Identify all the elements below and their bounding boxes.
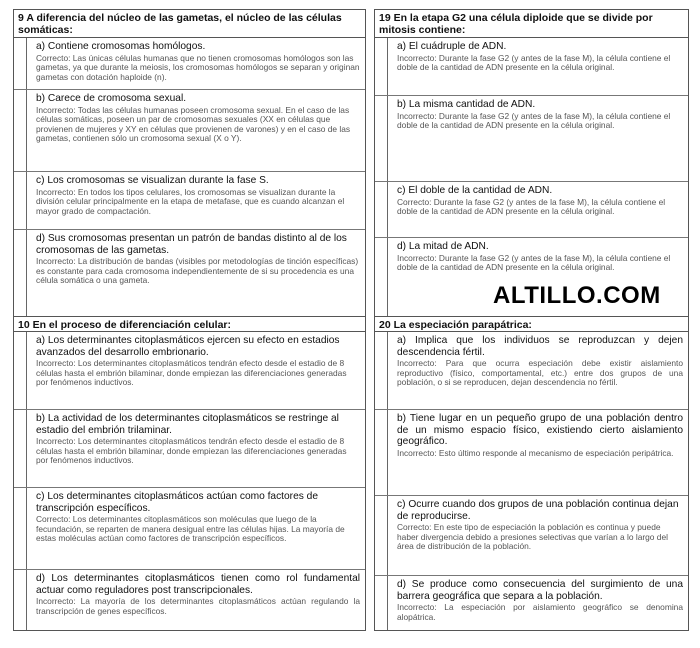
- option-explanation: Correcto: Las únicas células humanas que no tienen cromosomas homólogos son las gametas, ya que durante la meiosis, los cromosomas homólogos se separan y originan gametas con dotación haploide (n).: [36, 52, 360, 82]
- option-answer: c) Los cromosomas se visualizan durante la fase S.: [36, 175, 269, 186]
- option-divider: [387, 576, 388, 630]
- option-divider: [26, 38, 27, 89]
- q9-option-b[interactable]: [14, 90, 365, 172]
- option-explanation: Incorrecto: Durante la fase G2 (y antes de la fase M), la célula contiene el doble de la cantidad de ADN presente en la célula original.: [397, 252, 671, 273]
- option-explanation: Incorrecto: La mayoría de los determinantes citoplasmáticos actúan regulando la transcripción de genes específicos.: [36, 596, 360, 616]
- option-answer: a) Contiene cromosomas homólogos.: [36, 41, 206, 52]
- option-explanation: Correcto: En este tipo de especiación la población es continua y puede haber divergencia debido a presiones selectivas que varían a lo largo del área de distribución de la población.: [397, 522, 668, 552]
- option-answer: b) Tiene lugar en un pequeño grupo de una población dentro de un mismo espacio físico, existiendo cierto aislamiento geográfico.: [397, 413, 683, 447]
- q9-option-d[interactable]: [14, 230, 365, 316]
- option-explanation: Incorrecto: Los determinantes citoplasmáticos tendrán efecto desde el estadio de 8 células hasta el embrión bilaminar, donde empiezan las diferenciaciones generadas por fenómenos inductivos.: [36, 358, 347, 388]
- q20-option-a[interactable]: [375, 332, 688, 410]
- option-divider: [26, 90, 27, 171]
- option-divider: [26, 172, 27, 229]
- option-answer: b) La misma cantidad de ADN.: [397, 99, 536, 110]
- q20-option-b[interactable]: [375, 410, 688, 496]
- brand-watermark: ALTILLO.COM: [493, 282, 661, 309]
- question-9-title: 9 A diferencia del núcleo de las gametas, el núcleo de las células somáticas:: [14, 10, 365, 38]
- option-answer: c) El doble de la cantidad de ADN.: [397, 185, 553, 196]
- option-answer: b) Carece de cromosoma sexual.: [36, 93, 187, 104]
- option-answer: a) Los determinantes citoplasmáticos ejercen su efecto en estadios avanzados del desarrollo embrionario.: [36, 335, 340, 358]
- option-divider: [26, 488, 27, 569]
- q10-option-b[interactable]: [14, 410, 365, 488]
- option-answer: a) El cuádruple de ADN.: [397, 41, 507, 52]
- option-answer: d) Se produce como consecuencia del surgimiento de una barrera geográfica que separa a la población.: [397, 579, 683, 602]
- option-divider: [387, 238, 388, 316]
- option-divider: [387, 96, 388, 181]
- option-divider: [26, 332, 27, 409]
- option-answer: d) La mitad de ADN.: [397, 241, 489, 252]
- option-explanation: Correcto: Los determinantes citoplasmáticos son moléculas que luego de la fecundación, se reparten de manera desigual entre las células hijas. La mayoría de estas moléculas actúan como factores de transcripción específicos.: [36, 514, 345, 544]
- option-explanation: Incorrecto: Esto último responde al mecanismo de especiación peripátrica.: [397, 447, 674, 458]
- q10-option-a[interactable]: [14, 332, 365, 410]
- question-10-title: 10 En el proceso de diferenciación celular:: [14, 316, 365, 332]
- option-explanation: Incorrecto: La distribución de bandas (visibles por metodologías de tinción específicas) es constante para cada cromosoma independientemente de si su procedencia es una célula somática o una gameta.: [36, 256, 359, 286]
- q19-option-c[interactable]: [375, 182, 688, 238]
- option-answer: d) Los determinantes citoplasmáticos tienen como rol fundamental actuar como reguladores post transcripcionales.: [36, 573, 360, 596]
- question-20-title: 20 La especiación parapátrica:: [375, 316, 688, 332]
- option-divider: [387, 182, 388, 237]
- option-explanation: Incorrecto: Durante la fase G2 (y antes de la fase M), la célula contiene el doble de la cantidad de ADN presente en la célula original.: [397, 52, 671, 73]
- q19-option-a[interactable]: [375, 38, 688, 96]
- option-explanation: Correcto: Durante la fase G2 (y antes de la fase M), la célula contiene el doble de la cantidad de ADN presente en la célula original.: [397, 196, 666, 217]
- q20-option-d[interactable]: [375, 576, 688, 630]
- q9-option-c[interactable]: [14, 172, 365, 230]
- option-answer: c) Los determinantes citoplasmáticos actúan como factores de transcripción específicos.: [36, 491, 318, 514]
- option-divider: [387, 410, 388, 495]
- option-explanation: Incorrecto: Los determinantes citoplasmáticos tendrán efecto desde el estadio de 8 células hasta el embrión bilaminar, donde empiezan las diferenciaciones generadas por fenómenos inductivos.: [36, 436, 347, 466]
- q10-option-c[interactable]: [14, 488, 365, 570]
- option-divider: [26, 230, 27, 316]
- option-explanation: Incorrecto: En todos los tipos celulares, los cromosomas se visualizan durante la división celular principalmente en la etapa de metafase, que es cuando alcanzan el mayor grado de compactación.: [36, 186, 345, 216]
- option-answer: c) Ocurre cuando dos grupos de una población continua dejan de reproducirse.: [397, 499, 679, 522]
- option-explanation: Incorrecto: Durante la fase G2 (y antes de la fase M), la célula contiene el doble de la cantidad de ADN presente en la célula original.: [397, 110, 671, 131]
- option-answer: d) Sus cromosomas presentan un patrón de bandas distinto al de los cromosomas de las gametas.: [36, 233, 347, 256]
- q19-option-b[interactable]: [375, 96, 688, 182]
- left-column: [13, 9, 366, 631]
- option-divider: [387, 496, 388, 575]
- option-divider: [26, 410, 27, 487]
- option-divider: [387, 332, 388, 409]
- option-explanation: Incorrecto: La especiación por aislamiento geográfico se denomina alopátrica.: [397, 602, 683, 622]
- option-explanation: Incorrecto: Todas las células humanas poseen cromosoma sexual. En el caso de las células somáticas, poseen un par de cromosomas sexuales (XX en células que provienen de mujeres y XY en células que provienen de varones) y en el caso de las gametas, contienen sólo un cromosoma sexual (X o Y).: [36, 104, 351, 144]
- q9-option-a[interactable]: [14, 38, 365, 90]
- question-19-title: 19 En la etapa G2 una célula diploide que se divide por mitosis contiene:: [375, 10, 688, 38]
- option-explanation: Incorrecto: Para que ocurra especiación debe existir aislamiento reproductivo (físico, comportamental, etc.) entre dos grupos de una población, o si se reproducen, dejan descendencia no fértil.: [397, 358, 683, 388]
- option-divider: [387, 38, 388, 95]
- option-answer: b) La actividad de los determinantes citoplasmáticos se restringe al estadio del embrión trilaminar.: [36, 413, 339, 436]
- option-divider: [26, 570, 27, 630]
- option-answer: a) Implica que los individuos se reproduzcan y dejen descendencia fértil.: [397, 335, 683, 358]
- q10-option-d[interactable]: [14, 570, 365, 630]
- right-column: [374, 9, 689, 631]
- q20-option-c[interactable]: [375, 496, 688, 576]
